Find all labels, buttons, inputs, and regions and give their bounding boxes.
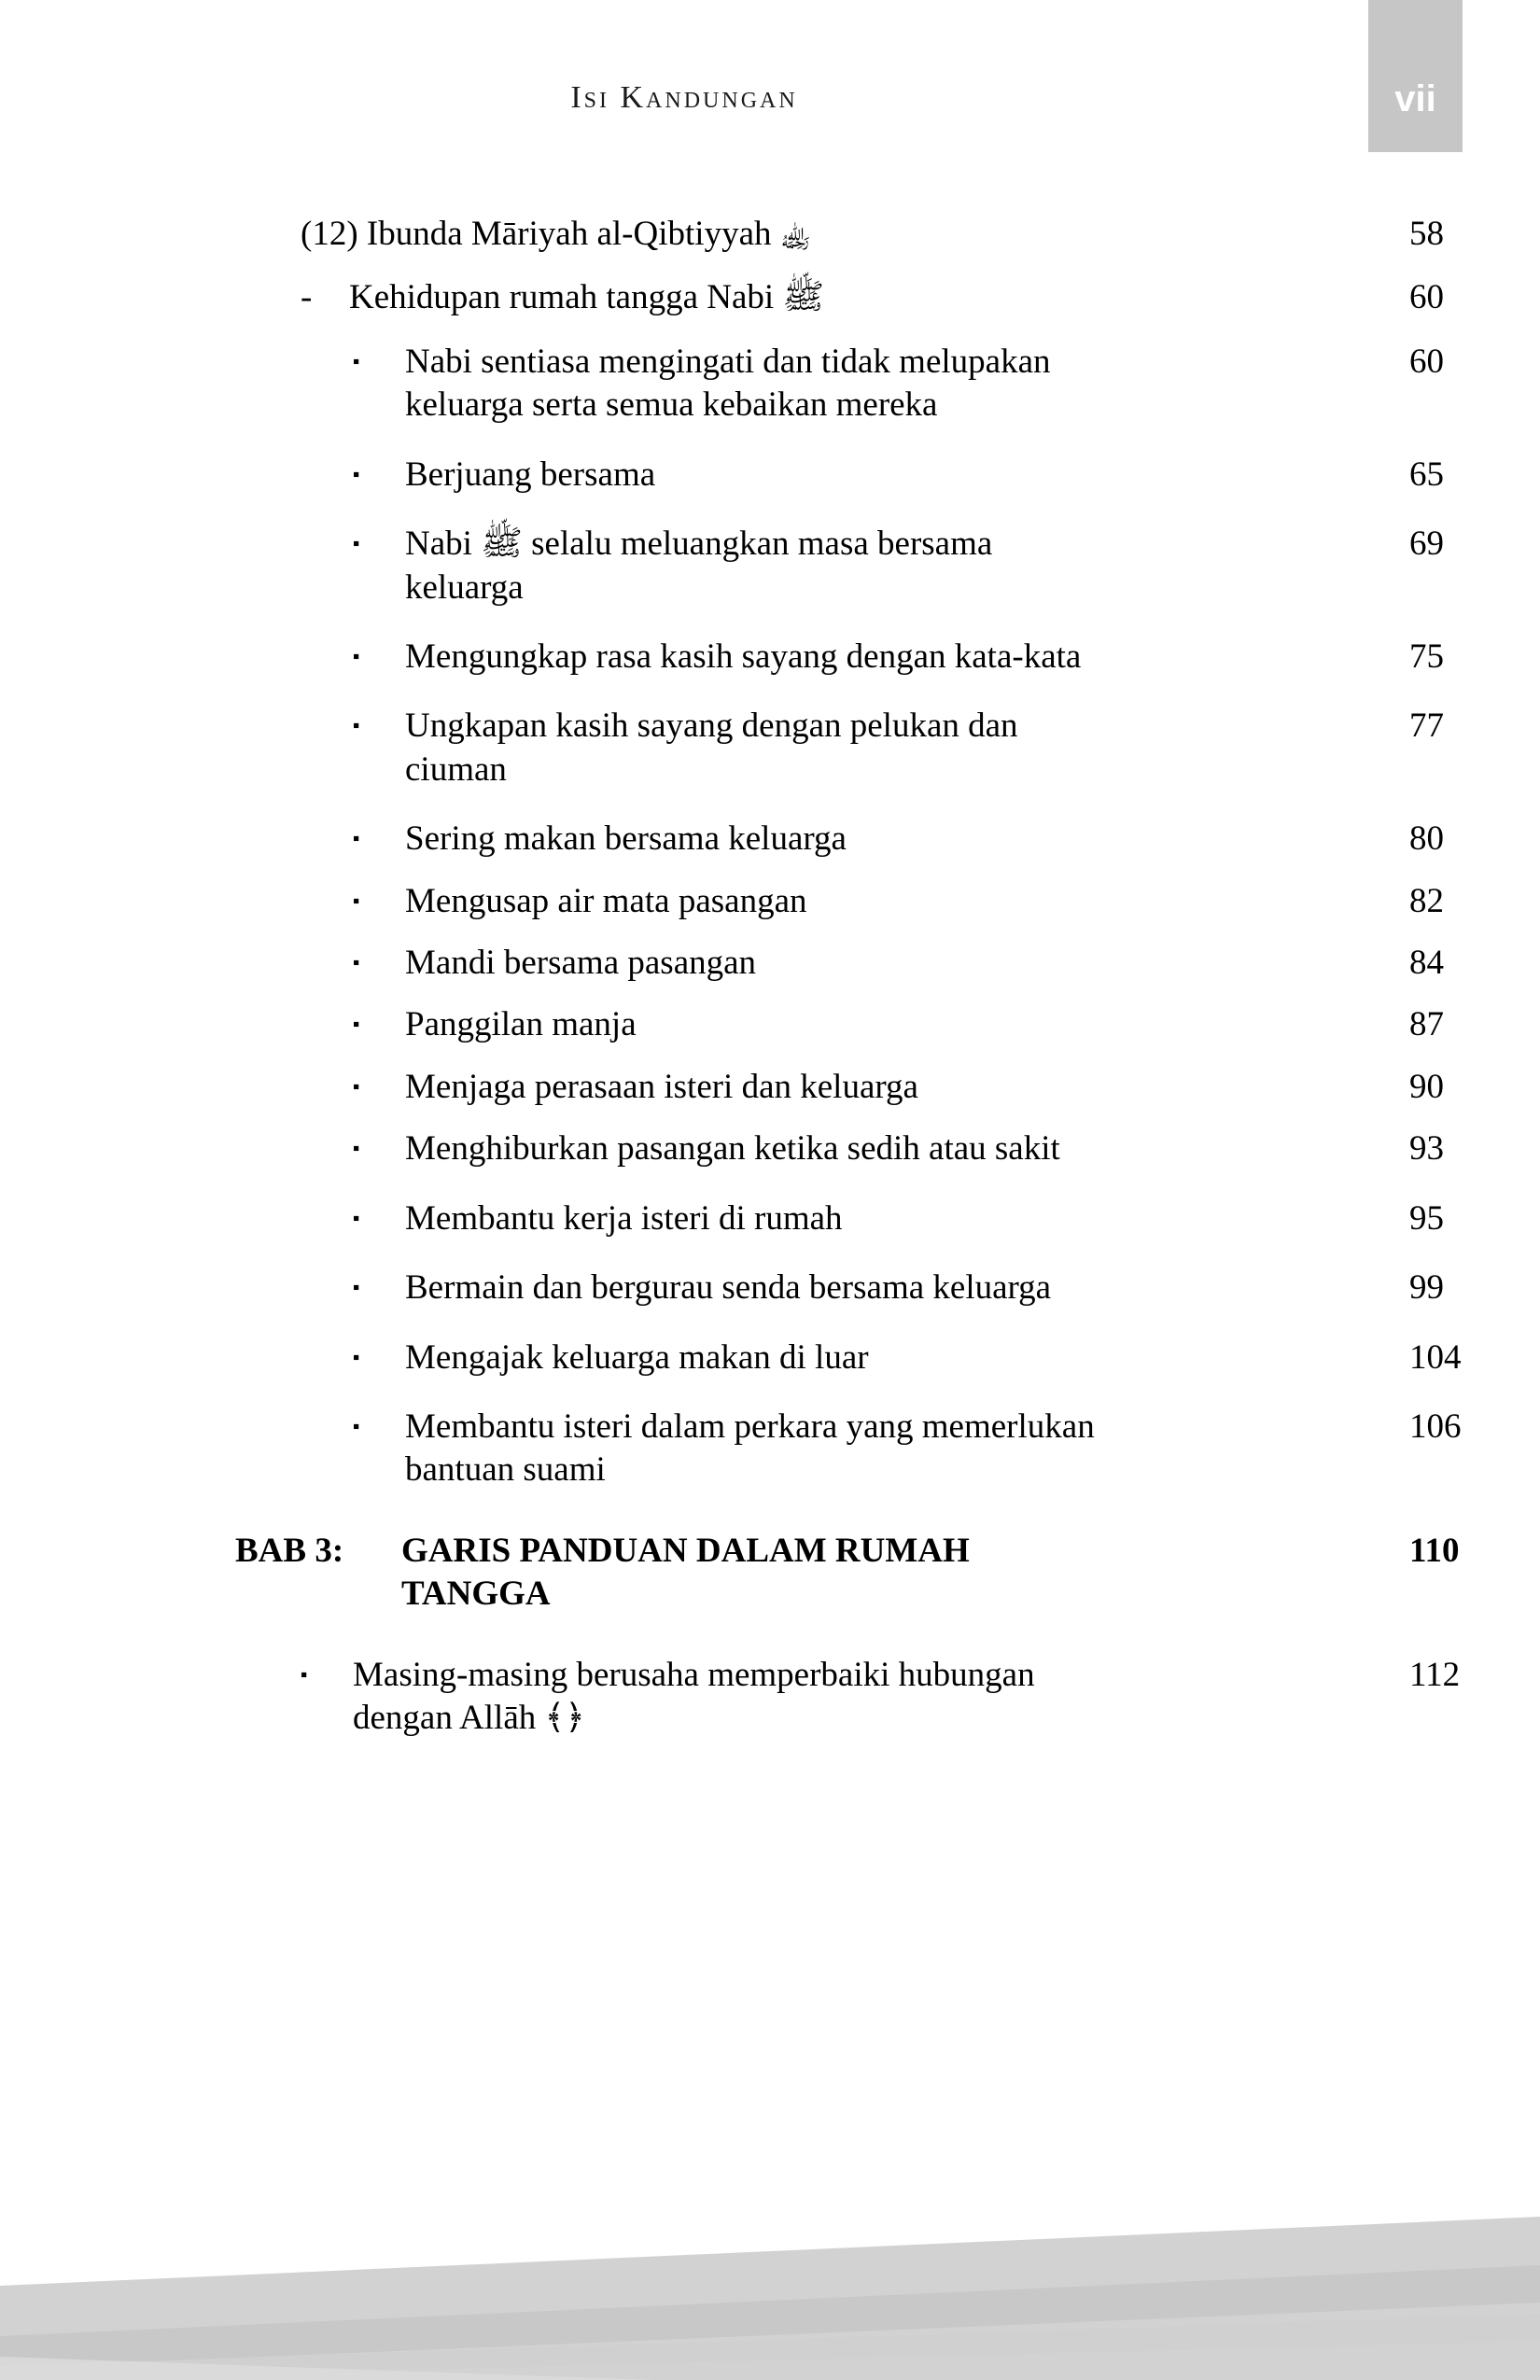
row-spacer [0, 861, 1540, 880]
page-curl-shadow [0, 2217, 1540, 2380]
row-spacer [0, 1310, 1540, 1337]
toc-entry[interactable] [0, 1654, 1540, 1741]
toc-entry-label: Nabi ﷺ selalu meluangkan masa bersama keluarga [405, 525, 993, 607]
toc-entry-label: Berjuang bersama [405, 455, 656, 494]
bullet-icon: ▪ [353, 889, 360, 912]
toc-entry-label: Ungkapan kasih sayang dengan pelukan dan ciuman [405, 707, 1018, 789]
toc-entry-page-number: 95 [1409, 1198, 1444, 1238]
toc-entry[interactable] [0, 1066, 1540, 1109]
row-spacer [0, 1379, 1540, 1406]
toc-entry[interactable] [0, 818, 1540, 861]
bullet-icon: ▪ [301, 1662, 308, 1686]
toc-entry-label: Mengungkap rasa kasih sayang dengan kata-kata [405, 637, 1082, 676]
toc-entry[interactable] [0, 1530, 1540, 1617]
toc-entry-label: (12) Ibunda Māriyah al-Qibtiyyah ﵀ [301, 215, 812, 253]
row-spacer [0, 1240, 1540, 1267]
toc-entry-page-number: 58 [1409, 215, 1444, 253]
toc-entry-label: Nabi sentiasa mengingati dan tidak melupakan keluarga serta semua kebaikan mereka [405, 342, 1051, 425]
row-spacer [0, 256, 1540, 276]
toc-entry-page-number: 104 [1409, 1337, 1462, 1377]
table-of-contents [0, 213, 1540, 1741]
toc-entry[interactable] [0, 1003, 1540, 1046]
bullet-icon: ▪ [353, 1345, 360, 1368]
toc-entry-page-number: 82 [1409, 881, 1444, 920]
row-spacer [0, 923, 1540, 942]
toc-entry-page-number: 112 [1409, 1655, 1461, 1694]
row-spacer [0, 320, 1540, 341]
bullet-icon: ▪ [353, 349, 360, 372]
toc-entry[interactable] [0, 880, 1540, 923]
toc-entry-label: GARIS PANDUAN DALAM RUMAH TANGGA [401, 1531, 970, 1614]
bullet-icon: ▪ [353, 1276, 360, 1299]
bullet-icon: ▪ [353, 951, 360, 974]
toc-entry[interactable] [0, 1197, 1540, 1240]
bullet-icon: ▪ [353, 1415, 360, 1438]
toc-entry[interactable] [0, 705, 1540, 791]
toc-entry-label: Panggilan manja [405, 1005, 637, 1044]
toc-entry-page-number: 75 [1409, 637, 1444, 676]
running-header-title: Isi Kandungan [570, 80, 798, 115]
toc-entry-label: Membantu isteri dalam perkara yang memerlukan bantuan suami [405, 1407, 1095, 1490]
toc-entry-label: Masing-masing berusaha memperbaiki hubungan dengan Allāh ﴾﴿ [353, 1655, 1035, 1738]
row-spacer [0, 609, 1540, 636]
bullet-icon: ▪ [353, 1074, 360, 1098]
row-spacer [0, 791, 1540, 818]
row-spacer [0, 427, 1540, 454]
bullet-icon: ▪ [353, 827, 360, 850]
toc-entry[interactable] [0, 1406, 1540, 1492]
toc-entry[interactable] [0, 276, 1540, 319]
toc-entry[interactable] [0, 213, 1540, 256]
row-spacer [0, 497, 1540, 523]
toc-entry-page-number: 87 [1409, 1005, 1444, 1044]
toc-entry[interactable] [0, 942, 1540, 985]
toc-entry[interactable] [0, 636, 1540, 679]
bullet-icon: ▪ [353, 644, 360, 667]
toc-entry-label: Mandi bersama pasangan [405, 944, 757, 983]
toc-entry-label: Mengajak keluarga makan di luar [405, 1337, 869, 1377]
toc-entry-page-number: 77 [1409, 707, 1444, 746]
row-spacer [0, 1171, 1540, 1197]
toc-entry-page-number: 60 [1409, 278, 1444, 317]
toc-entry-label: Kehidupan rumah tangga Nabi ﷺ [349, 278, 825, 317]
toc-entry[interactable] [0, 1267, 1540, 1309]
toc-entry-page-number: 93 [1409, 1129, 1444, 1169]
bullet-icon: ▪ [353, 1137, 360, 1160]
toc-entry-page-number: 90 [1409, 1067, 1444, 1106]
row-spacer [0, 985, 1540, 1003]
toc-entry-page-number: 80 [1409, 819, 1444, 859]
bullet-icon: - [301, 278, 313, 317]
bullet-icon: ▪ [353, 532, 360, 555]
bullet-icon: ▪ [353, 1013, 360, 1036]
toc-entry-label: Mengusap air mata pasangan [405, 881, 807, 920]
toc-entry-label: Bermain dan bergurau senda bersama keluarga [405, 1268, 1052, 1308]
toc-entry-label: Membantu kerja isteri di rumah [405, 1198, 843, 1238]
chapter-marker: BAB 3: [235, 1531, 344, 1570]
bullet-icon: ▪ [353, 714, 360, 737]
toc-entry-page-number: 106 [1409, 1407, 1462, 1447]
toc-entry-label: Sering makan bersama keluarga [405, 819, 847, 859]
toc-entry-label: Menjaga perasaan isteri dan keluarga [405, 1067, 918, 1106]
toc-entry[interactable] [0, 523, 1540, 609]
toc-entry[interactable] [0, 454, 1540, 497]
toc-entry-page-number: 99 [1409, 1268, 1444, 1308]
toc-entry[interactable] [0, 341, 1540, 427]
row-spacer [0, 1109, 1540, 1127]
toc-entry[interactable] [0, 1337, 1540, 1379]
bullet-icon: ▪ [353, 1206, 360, 1229]
toc-entry-page-number: 69 [1409, 525, 1444, 564]
toc-entry-page-number: 65 [1409, 455, 1444, 494]
toc-entry-page-number: 60 [1409, 342, 1444, 381]
row-spacer [0, 1617, 1540, 1654]
row-spacer [0, 1492, 1540, 1530]
page-number-tab [1368, 0, 1463, 152]
toc-entry-page-number: 84 [1409, 944, 1444, 983]
row-spacer [0, 679, 1540, 705]
bullet-icon: ▪ [353, 462, 360, 485]
toc-entry-page-number: 110 [1409, 1531, 1460, 1570]
row-spacer [0, 1047, 1540, 1066]
toc-entry-label: Menghiburkan pasangan ketika sedih atau sakit [405, 1129, 1060, 1169]
page-number-label: vii [1394, 78, 1436, 119]
toc-entry[interactable] [0, 1127, 1540, 1170]
